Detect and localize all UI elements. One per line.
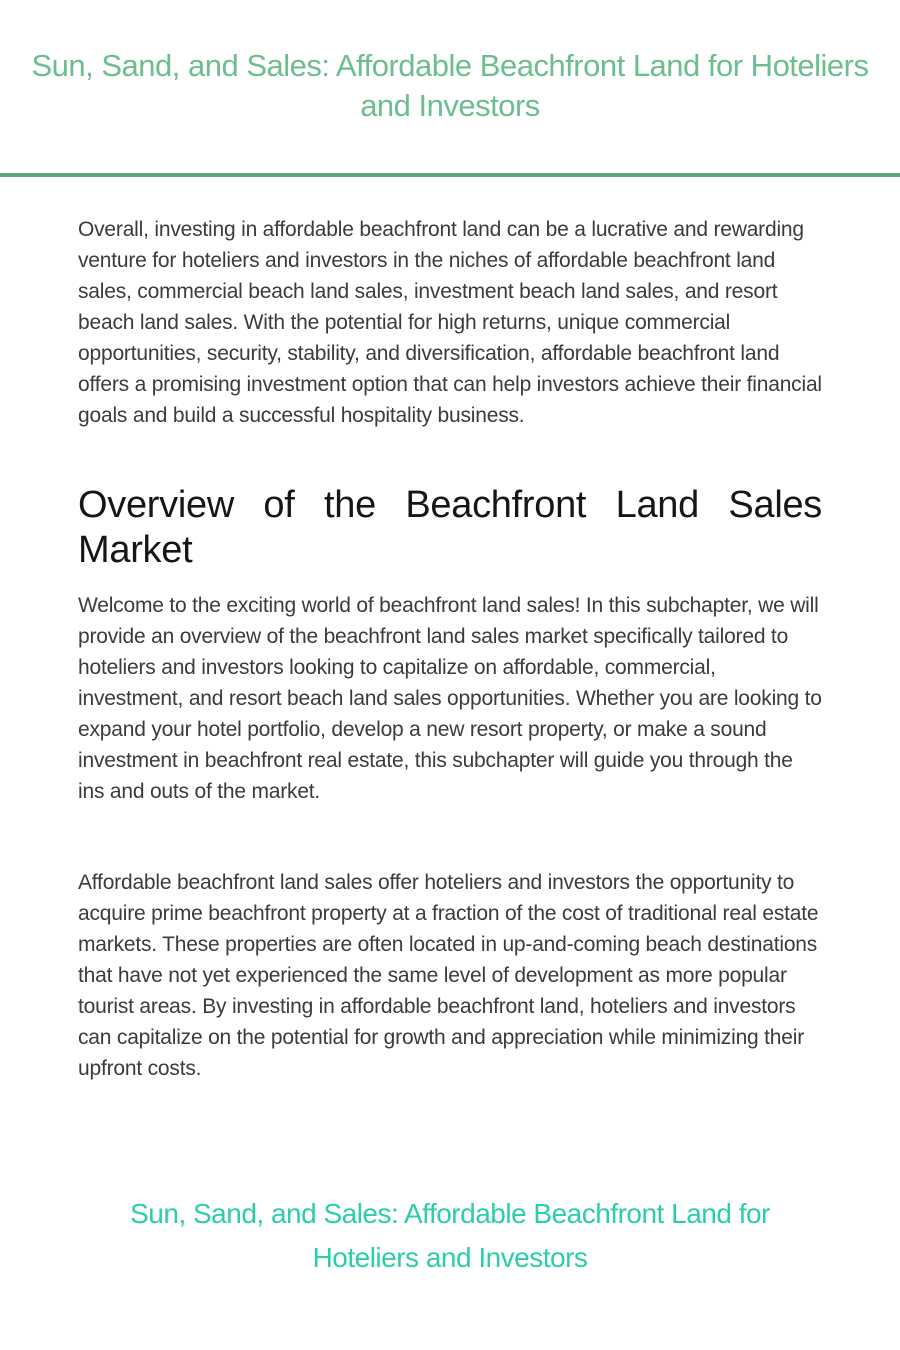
section-heading: Overview of the Beachfront Land Sales Market: [78, 484, 822, 571]
overview-paragraph: Welcome to the exciting world of beachfront land sales! In this subchapter, we will provide an overview of the beachfront land sales market specifically tailored to hoteliers and investors looking to capitalize on affordable, commercial, investment, and resort beach land sales opportunities. Whether you are looking to expand your hotel portfolio, develop a new resort property, or make a sound investment in beachfront real estate, this subchapter will guide you through the ins and outs of the market.: [78, 594, 822, 803]
page-header: [0, 0, 900, 126]
intro-paragraph: Overall, investing in affordable beachfront land can be a lucrative and rewarding venture for hoteliers and investors in the niches of affordable beachfront land sales, commercial beach land sales, investment beach land sales, and resort beach land sales. With the potential for high returns, unique commercial opportunities, security, stability, and diversification, affordable beachfront land offers a promising investment option that can help investors achieve their financial goals and build a successful hospitality business.: [78, 218, 822, 427]
page-footer-title: Sun, Sand, and Sales: Affordable Beachfront Land for Hoteliers and Investors: [130, 1198, 770, 1273]
page-footer: [0, 1192, 900, 1280]
page-header-title: Sun, Sand, and Sales: Affordable Beachfront Land for Hoteliers and Investors: [31, 48, 869, 123]
affordability-paragraph: Affordable beachfront land sales offer hoteliers and investors the opportunity to acquire prime beachfront property at a fraction of the cost of traditional real estate markets. These properties are often located in up-and-coming beach destinations that have not yet experienced the same level of development as more popular tourist areas. By investing in affordable beachfront land, hoteliers and investors can capitalize on the potential for growth and appreciation while minimizing their upfront costs.: [78, 871, 819, 1080]
page-content: [0, 177, 900, 1084]
